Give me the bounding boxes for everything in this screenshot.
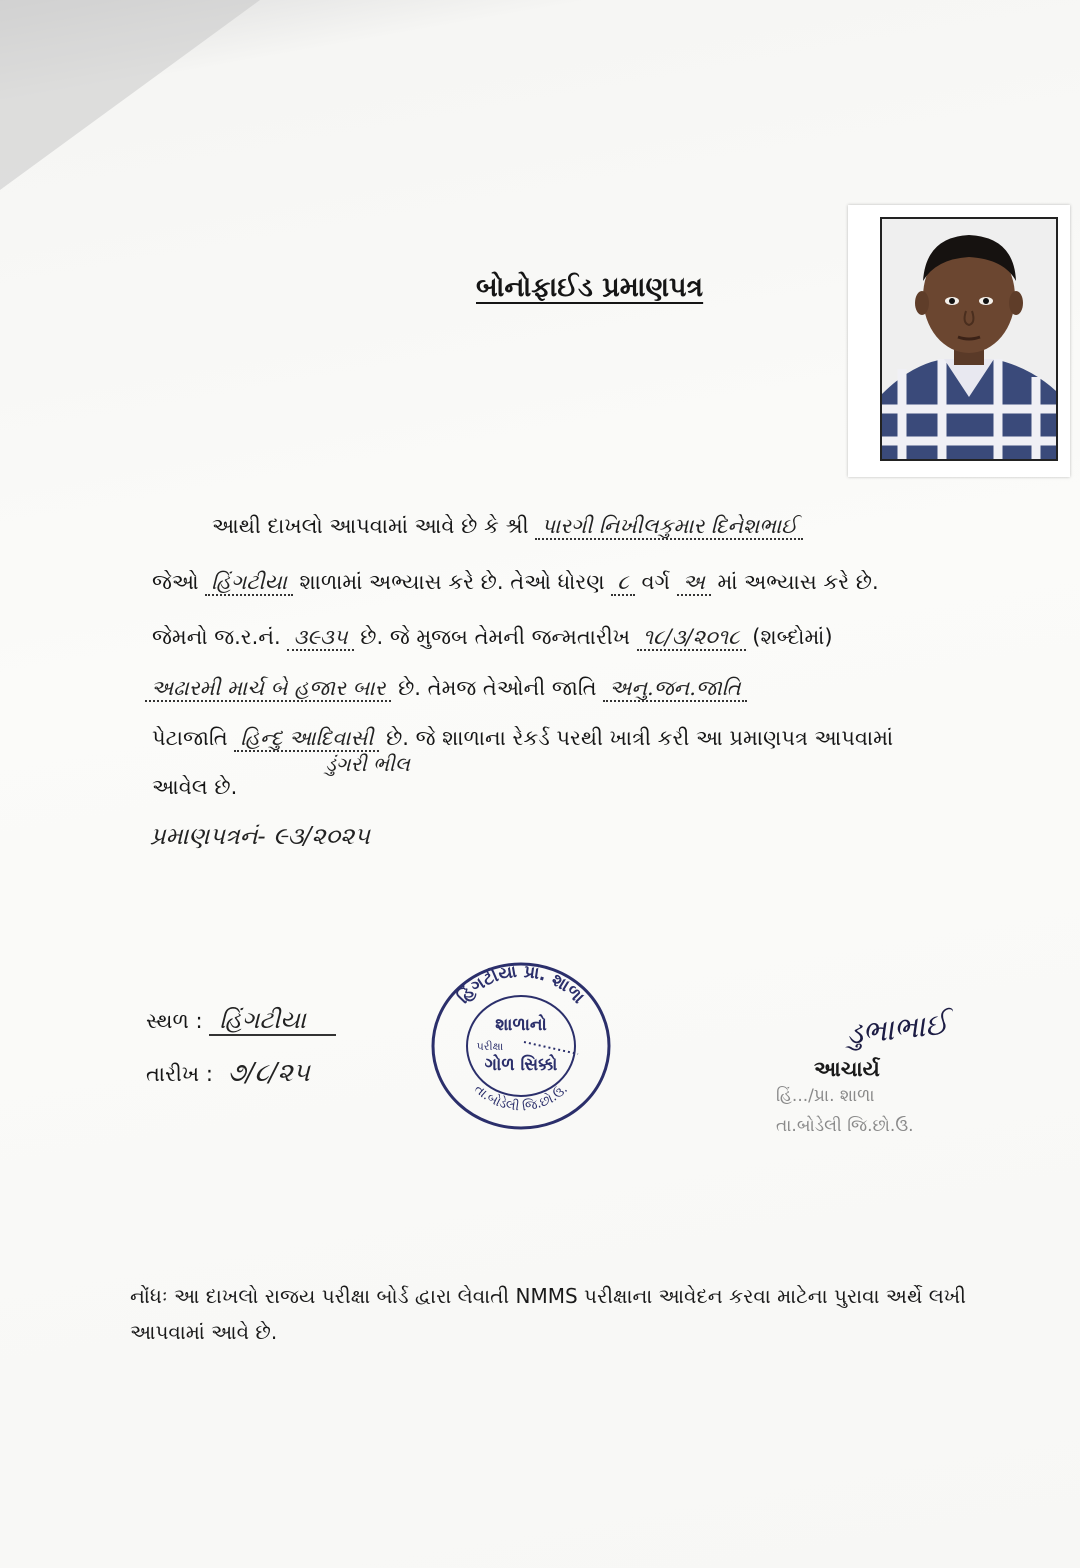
subcaste-extra-handwriting: ડુંગરી ભીલ bbox=[325, 752, 410, 776]
date-row bbox=[146, 1058, 310, 1089]
principal-label: આચાર્ય bbox=[814, 1057, 880, 1081]
principal-signature: ડુભાભાઈ bbox=[844, 1006, 950, 1053]
body-line-6: આવેલ છે. bbox=[152, 775, 238, 799]
student-photo-illustration bbox=[882, 219, 1056, 459]
line4-mid: છે. તેમજ તેઓની જાતિ bbox=[398, 676, 597, 700]
line2-prefix: જેઓ bbox=[152, 570, 199, 594]
line3-prefix: જેમનો જ.ર.નં. bbox=[152, 625, 281, 649]
certificate-number bbox=[150, 822, 370, 850]
place-label: સ્થળ : bbox=[146, 1009, 203, 1033]
line5-suffix: છે. જે શાળાના રેકર્ડ પરથી ખાત્રી કરી આ પ્રમાણપત્ર આપવામાં bbox=[386, 726, 894, 750]
subcaste-field: હિન્દુ આદિવાસી bbox=[234, 726, 379, 752]
body-line-4 bbox=[145, 676, 747, 701]
line3-mid: છે. જે મુજબ તેમની જન્મતારીખ bbox=[360, 625, 631, 649]
division-field: અ bbox=[677, 570, 711, 596]
stamp-bottom-text: તા.બોડેલી જિ.છો.ઉ. bbox=[471, 1081, 571, 1115]
date-value: ૭/૮/૨૫ bbox=[227, 1058, 310, 1088]
standard-field: ૮ bbox=[611, 570, 635, 596]
student-photo bbox=[880, 217, 1058, 461]
stamp-inner-small: પરીક્ષા bbox=[476, 1040, 504, 1053]
stamp-seal-graphic bbox=[428, 958, 614, 1130]
body-line-5 bbox=[152, 726, 893, 751]
page-corner-shadow bbox=[0, 0, 260, 190]
school-stamp bbox=[428, 958, 614, 1130]
line2-mid2: વર્ગ bbox=[641, 570, 670, 594]
place-value: હિંગટીયા bbox=[209, 1006, 335, 1036]
body-line-3 bbox=[152, 625, 833, 650]
student-name-field: પારગી નિખીલકુમાર દિનેશભાઈ bbox=[535, 514, 803, 540]
line3-suffix: (શબ્દોમાં) bbox=[752, 625, 833, 649]
line1-prefix: આથી દાખલો આપવામાં આવે છે કે શ્રી bbox=[212, 514, 529, 538]
svg-text:હિંગટીયા પ્રા. શાળા bbox=[453, 962, 588, 1008]
stamp-inner-line-2: ગોળ સિક્કો bbox=[484, 1055, 558, 1075]
date-label: તારીખ : bbox=[146, 1062, 213, 1086]
body-line-1 bbox=[212, 514, 803, 539]
school-name-field: હિંગટીયા bbox=[205, 570, 293, 596]
line2-suffix: માં અભ્યાસ કરે છે. bbox=[717, 570, 879, 594]
line5-prefix: પેટાજાતિ bbox=[152, 726, 228, 750]
footer-note: નોંધઃ આ દાખલો રાજય પરીક્ષા બોર્ડ દ્વારા લેવાતી NMMS પરીક્ષાના આવેદન કરવા માટેના પુરાવા અર્થે લખી આપવામાં આવે છે. bbox=[130, 1284, 966, 1344]
stamp-outer-text: હિંગટીયા પ્રા. શાળા bbox=[453, 961, 589, 1008]
principal-signature-block bbox=[814, 1006, 950, 1082]
birth-date-field: ૧૮/૩/૨૦૧૮ bbox=[637, 625, 746, 651]
student-photo-frame bbox=[848, 205, 1070, 477]
body-line-2 bbox=[152, 570, 879, 595]
svg-text:તા.બોડેલી જિ.છો.ઉ. bbox=[471, 1082, 571, 1115]
place-row bbox=[146, 1006, 336, 1034]
birth-date-words-field: અઢારમી માર્ચ બે હજાર બાર bbox=[145, 676, 391, 702]
faded-school-stamp-line-1: હિં.../પ્રા. શાળા bbox=[776, 1086, 875, 1106]
stamp-inner-line-1: શાળાનો bbox=[495, 1015, 547, 1035]
line2-mid1: શાળામાં અભ્યાસ કરે છે. તેઓ ધોરણ bbox=[299, 570, 605, 594]
register-number-field: ૩૯૩૫ bbox=[287, 625, 353, 651]
certificate-title: બોનોફાઈડ પ્રમાણપત્ર bbox=[476, 272, 704, 303]
faded-school-stamp-line-2: તા.બોડેલી જિ.છો.ઉ. bbox=[776, 1116, 914, 1136]
caste-field: અનુ.જન.જાતિ bbox=[603, 676, 746, 702]
certificate-number-text: પ્રમાણપત્રનં- ૯૩/૨૦૨૫ bbox=[150, 822, 370, 850]
